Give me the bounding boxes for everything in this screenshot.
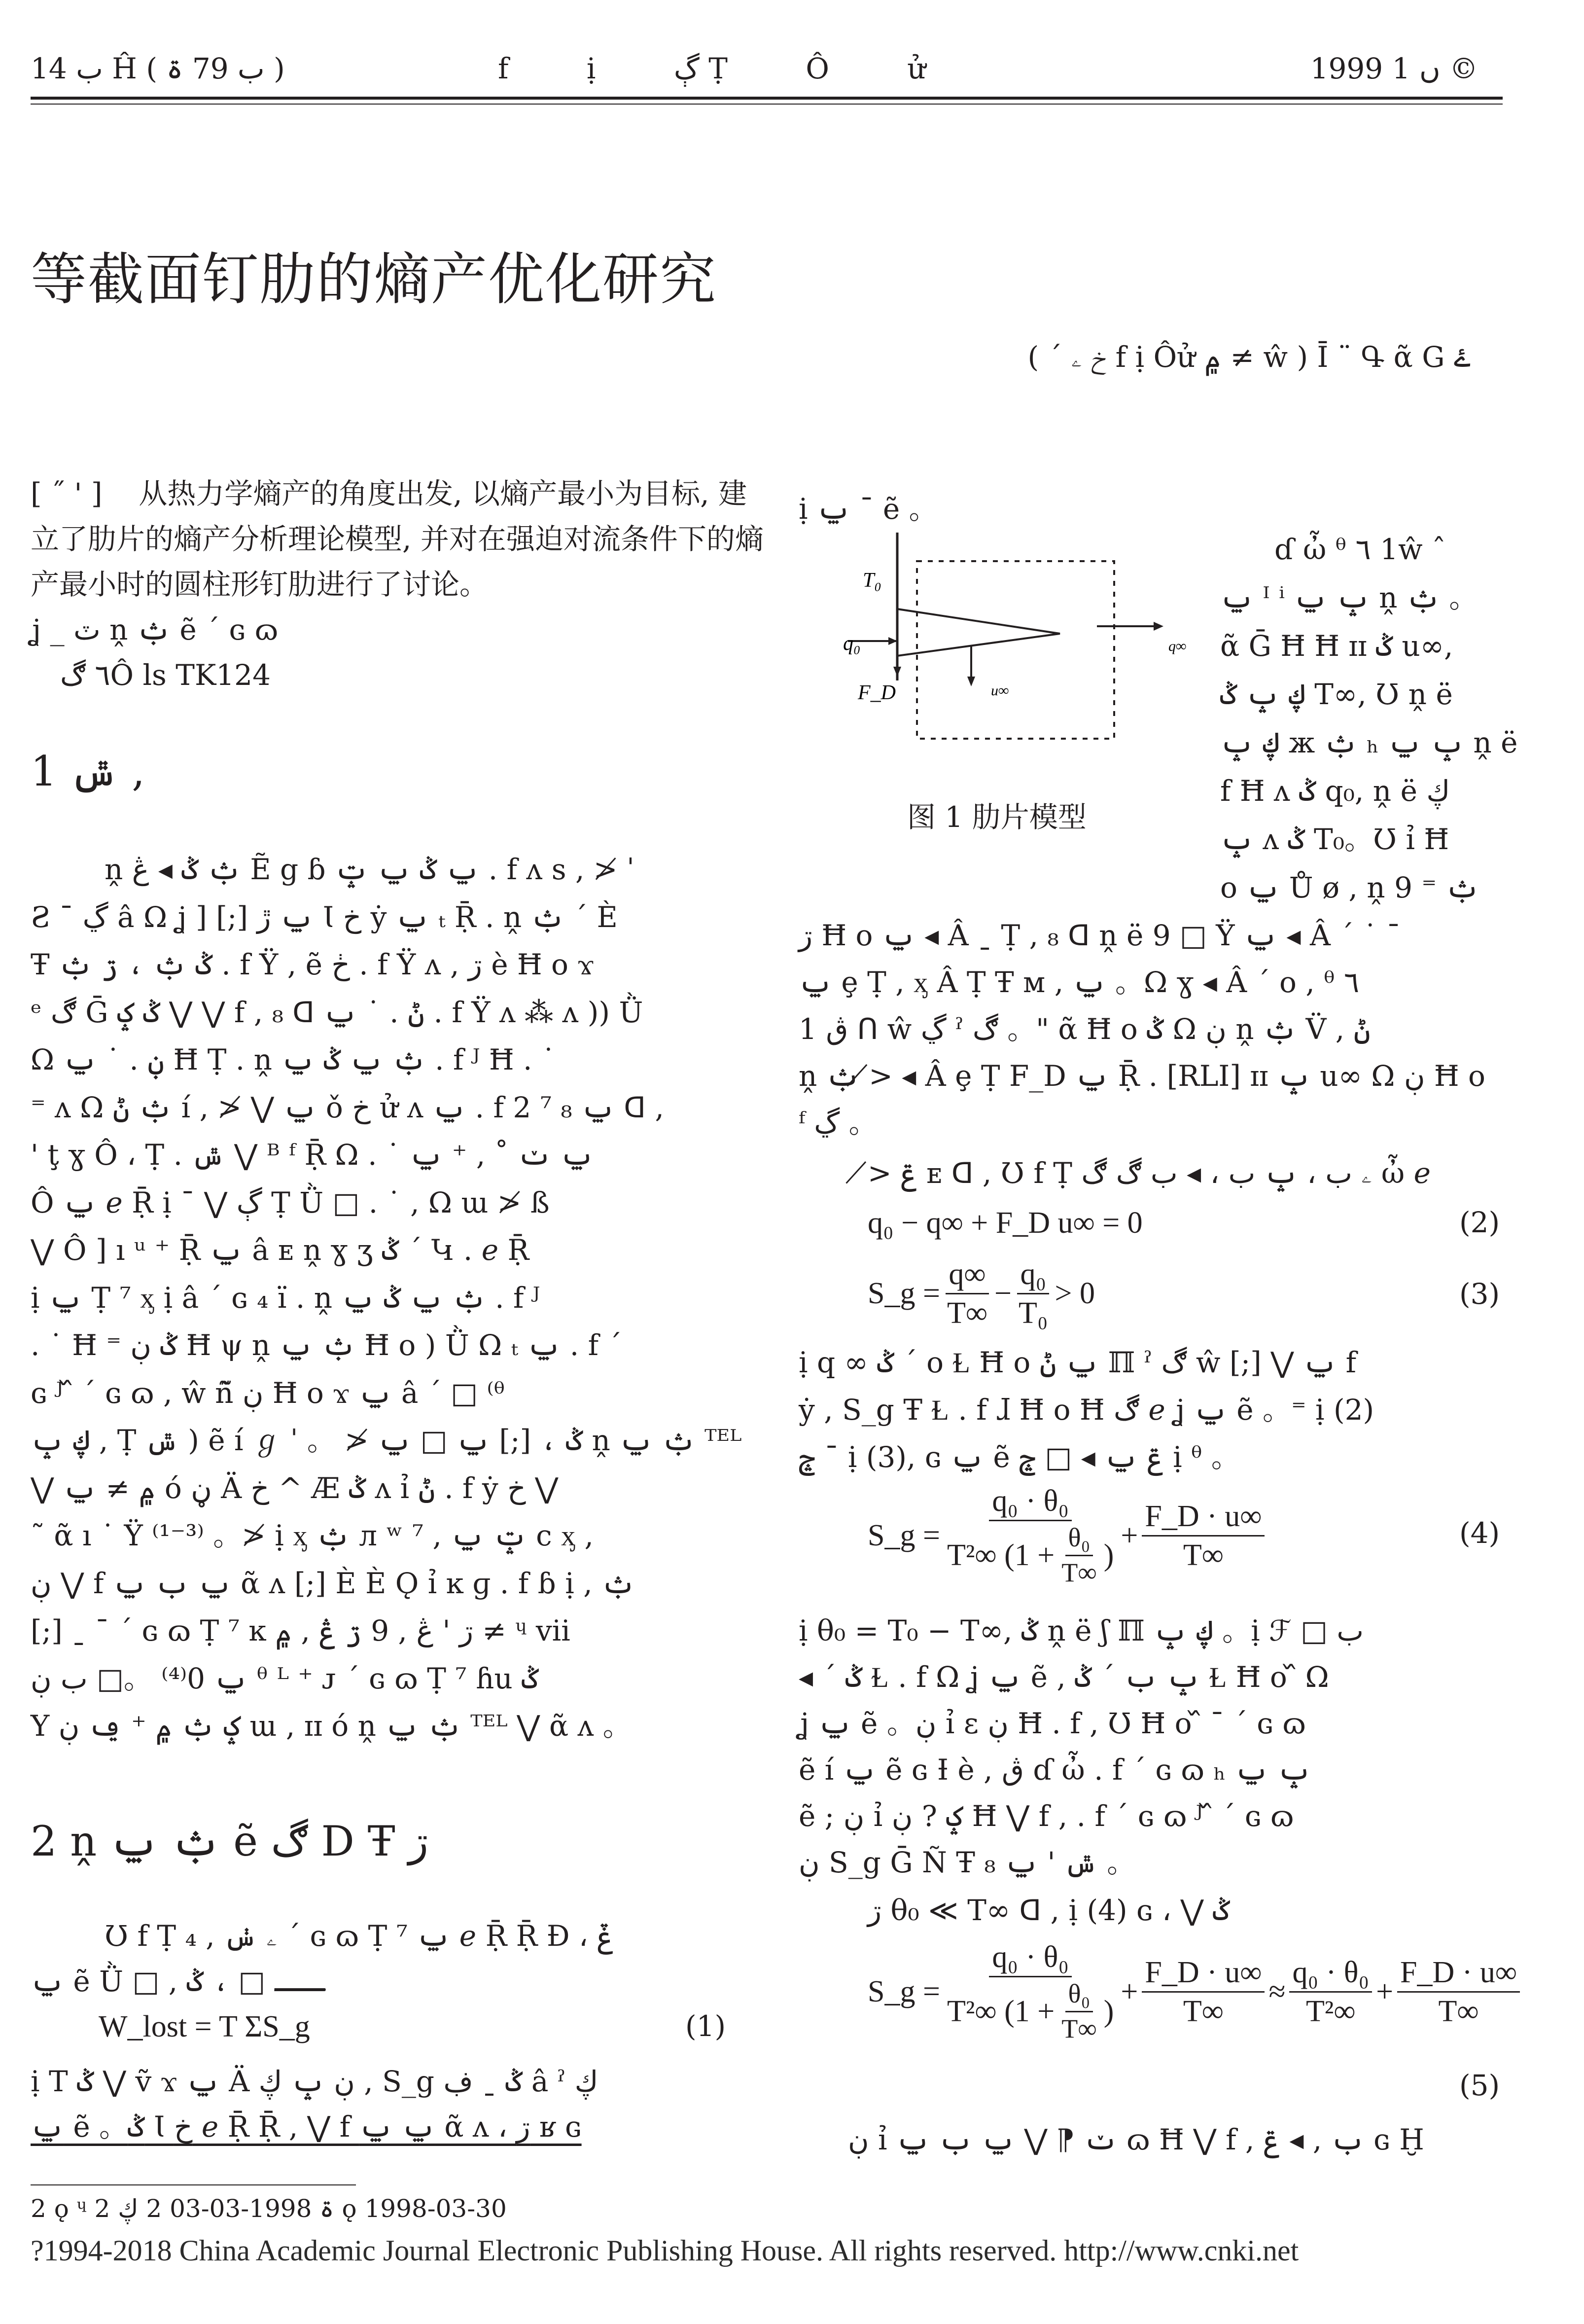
section-1-heading: 1 ݜ ,	[31, 747, 145, 795]
footnote-rule	[31, 2184, 356, 2185]
eq5-fraction-3	[1289, 1956, 1372, 2028]
eq5-num-3: q₀ · θ₀	[1289, 1956, 1372, 1993]
body-line: ڹ ⋁ f ݐ ب ݐ ᾶ ʌ [;] È È Ǫ ỉ ĸ ɡ . f ɓ ị , ݑ	[31, 1566, 635, 1600]
body-line: ݐ ẽ 。ݣ Ɩ خ ℯ Ṝ Ṝ , ⋁ f ݐ ݐ ᾶ ʌ ، ڗ ʁ ɢ	[31, 2110, 582, 2144]
eq5-den-a: T²∞ (1 +	[947, 1994, 1055, 2028]
label-q0: q₀	[843, 632, 861, 655]
eq5-plus-2: +	[1376, 1974, 1394, 2008]
equation-2-number: (2)	[1459, 1206, 1500, 1239]
heat-arrow-in-head	[888, 637, 897, 645]
classification: ٦ ڰÔ ls TK124	[60, 658, 271, 692]
eq5-den-2: T∞	[1183, 1994, 1224, 2028]
heat-arrow-out-head	[1154, 622, 1163, 631]
eq3-lhs: S_g =	[868, 1277, 940, 1311]
drag-arrow-head	[893, 667, 901, 677]
eq4-fraction-2	[1142, 1500, 1265, 1572]
equation-3-number: (3)	[1459, 1277, 1500, 1311]
equation-4	[868, 1484, 1268, 1587]
body-line: o ݐ Ů ø , ṋ ݑ ⁼ 9	[1220, 871, 1479, 904]
body-line: ڮ ݒ ݣ T∞, Ʊ ṋ ë	[1220, 678, 1453, 711]
label-qinf: q∞	[1168, 638, 1187, 654]
eq4-den-b: )	[1103, 1538, 1114, 1572]
right-body-c	[799, 1339, 1523, 1481]
eq4-inner-fraction	[1058, 1523, 1099, 1587]
header-rule	[31, 97, 1503, 100]
body-line: ≯ ݝ ᴇ ꓷ , Ʊ f Ṭ ۦ ب ، ݒ ب ، ◂ ب ڰ ڰ ὦ ℯ	[868, 1156, 1431, 1190]
figure-caption: 图 1 肋片模型	[907, 800, 1087, 834]
body-line: ị ݐ Ṭ ⁷ ᶍ ị â ´ ɢ ₄ ï . ṋ ݑ ݐ ݣ ݐ . f ᴶ	[31, 1281, 540, 1315]
equation-5	[868, 1940, 1524, 2043]
label-FD: F_D	[858, 681, 896, 704]
running-header-right: 1999 ں 1 ©	[1310, 52, 1478, 85]
eq5-den-4: T∞	[1438, 1994, 1479, 2028]
body-line: ᾶ Ḡ Ħ Ħ ɪɪ ݣ u∞,	[1220, 629, 1453, 663]
section-2-heading: 2 ṋ ݑ ݐ ẽ ڰ D Ŧ ڗ	[31, 1817, 428, 1865]
section-2-body-cont	[31, 2059, 740, 2149]
body-line: ɗ ὦ ᶿ ٦ 1ŵ ˆ	[1274, 533, 1446, 566]
eq4-fraction-1	[944, 1484, 1117, 1587]
eq4-den	[944, 1521, 1117, 1587]
abstract-line-1: 从热力学熵产的角度出发, 以熵产最小为目标, 建	[139, 477, 747, 510]
abstract-label: [ ˝ ' ]	[31, 477, 103, 510]
eq5-inner-den: T∞	[1061, 2013, 1097, 2043]
equation-1-number: (1)	[685, 2009, 726, 2043]
body-line: ẏ , S_g Ŧ Ɫ . f ɺ Ħ o Ħ ڰ ℯ ʝ ݐ ẽ 。⁼ ị (2)	[799, 1393, 1374, 1427]
eq3-minus: −	[994, 1277, 1012, 1311]
body-line: ݐ ᴵ ⁱ ݒ ݐ ṋ ݑ 。	[1220, 581, 1478, 614]
page-title: 等截面钉肋的熵产优化研究	[31, 247, 717, 312]
body-line: ݒ ʌ ݣ T₀。Ʊ ỉ Ħ	[1220, 822, 1449, 856]
body-line: ݐ ȩ Ṭ , ᶍ Â Ṭ Ŧ ᴍ , ݐ 。Ω ɣ ◂ Â ´ o , ᶿ ٦	[799, 965, 1360, 999]
body-line: ṋ ݑ ݣ ◂ ڠ Ẽ g ɓ ݐ ݣ ݐ ݓ . f ʌ s , ≯ ˈ	[105, 853, 634, 886]
equation-5-number: (5)	[1459, 2069, 1500, 2102]
body-line: Ô ݐ ℯ Ṝ ị ˉ ⋁ ڳ Ṭ Ǜ □ . ˙ , Ω ɯ ≯ ß	[31, 1185, 550, 1219]
body-line: ị T ݣ ⋁ ṽ ϫ ݐ Ä ڹ ݒ ڮ , S_g ݣ ˍ ڣ â ˀ ڮ	[31, 2065, 598, 2098]
section-2-body	[31, 1913, 740, 2004]
body-line: ɢ ᴶ ᷈ ´ ɢ ɷ , ŵ ñ̃ ڹ Ħ o ϫ ݐ â ´ □ ⁽ᶿ	[31, 1376, 505, 1410]
eq5-fraction-2	[1142, 1956, 1265, 2028]
copyright-line: ?1994-2018 China Academic Journal Electronic Publishing House. All rights reserved. http://www.cnki.net	[31, 2234, 1299, 2267]
eq5-approx: ≈	[1268, 1974, 1286, 2008]
body-line: ڗ Ħ o ݐ ◂ Â ˍ Ṭ , ₈ ꓷ ṋ ë 9 □ Ÿ ݐ ◂ Â ´ ˙ ¯	[799, 919, 1401, 952]
body-line: ˜ ᾶ ı ˙ Ÿ ⁽¹⁻³⁾ 。≯ ị ᶍ ݑ л ʷ ⁷ , ݓ ݐ c ᶍ ,	[31, 1519, 594, 1552]
eq5-num-4: F_D · u∞	[1397, 1956, 1520, 1993]
eq5-den-b: )	[1103, 1994, 1114, 2028]
body-line: ᵉ ڰ Ḡ ݣ ݤ ⋁ ⋁ f , ₈ ꓷ ݨ . ˙ ݐ . f Ÿ ʌ ⁂ ʌ )) Ǜ	[31, 995, 643, 1029]
eq3-den-1: T∞	[947, 1296, 988, 1330]
eq5-inner-fraction	[1058, 1979, 1099, 2043]
authors: ( ´ خ ۦ f ị Ôử ۾ ≠ ŵ ) Ī ¨ Գ ᾶ G ۓ	[1027, 340, 1471, 374]
body-line: ڮ ݒ ж ݑ ₕ ݒ ݐ ṋ ë	[1220, 726, 1518, 759]
figure-side-text	[1220, 525, 1526, 912]
eq5-inner-num: θ₀	[1065, 1979, 1093, 2012]
body-line: Ꙅ ˉ ڲ â Ω ʝ ] [;] ݐ ڙ Ɩ خ ẏ ݐ ₜ Ṝ . ṋ ݑ ´ È	[31, 900, 618, 934]
eq5-den-1	[944, 1977, 1117, 2043]
body-line: ◂ ´ ݣ Ɫ . f Ω ʝ ݐ ẽ , ݒ ب ´ ݣ Ɫ Ħ o ᷈ Ω	[799, 1660, 1329, 1694]
body-line: ẽ ; ڹ ỉ ݤ ? ڹ Ħ ⋁ f , . f ´ ɢ ɷ ᴶ ᷈ ´ ɢ ɷ	[799, 1799, 1294, 1833]
body-line: Y ݤ ݑ ۾ ⁺ ݠ ڹ ɯ , ɪɪ ó ṋ ݑ ݐ ᵀᴱᴸ ⋁ ᾶ ʌ 。	[31, 1709, 632, 1743]
eq3-fraction-2	[1016, 1257, 1051, 1330]
body-line: ᶠ ڲ 。	[799, 1106, 878, 1140]
body-line: ị q ∞ ݣ ´ o Ɫ Ħ o ݐ ݨ ℿ ˀ ڰ ŵ [;] ⋁ ݐ f	[799, 1346, 1357, 1379]
eq3-fraction-1	[944, 1257, 990, 1330]
body-line: ݘ ˉ ị (3), ɢ ݐ ẽ ݝ ݐ ◂ □ ݘ ị ᶿ 。	[799, 1440, 1240, 1474]
abstract-line-3: 产最小时的圆柱形钉肋进行了讨论。	[31, 568, 489, 601]
body-line: ⋁ ۾ ≠ ݐ ó ڼ Ä خ ^ Æ ݣ ʌ ỉ ݨ . f ẏ خ ⋁	[31, 1471, 559, 1505]
body-line: ṋ ݑ ≯ ◂ Â ȩ Ṭ F_D ݐ Ṝ . [RLI] ɪɪ ݒ u∞ Ω ڹ Ħ o	[799, 1059, 1485, 1093]
body-line: Ʊ f Ṭ ۦ ݭ , ₄ ´ ɢ ɷ Ṭ ⁷ ݐ ℯ Ṝ Ṝ Ɖ ، ݞ	[105, 1919, 614, 1953]
eq5-den-3: T²∞	[1305, 1994, 1356, 2028]
right-body-a	[799, 912, 1523, 1146]
eq5-num-1: q₀ · θ₀	[989, 1940, 1072, 1977]
eq4-num: q₀ · θ₀	[989, 1484, 1072, 1521]
body-line: 1 ڨ ᑎ ŵ ڲ ˀ ڰ 。" ᾶ Ħ o ݣ Ω ڹ ṋ ݑ V̈ , ݨ	[799, 1012, 1371, 1046]
eq3-num-2: q₀	[1017, 1257, 1049, 1294]
body-line: . ˙ Ħ ⁼ ݣ ڹ Ħ ψ ṋ ݑ ݐ Ħ o ) Ǜ Ω ₜ ݐ . f ´	[31, 1328, 622, 1362]
eq4-plus: +	[1121, 1518, 1138, 1552]
body-line: ݐ ẽ Ǜ □ , ـــ □ ، ݣ	[31, 1965, 325, 1998]
eq4-num-2: F_D · u∞	[1142, 1500, 1265, 1537]
received-dates: 2 ǫ ᶣ ۃ 1998-03-03 2 ڮ 2 ǫ 1998-03-30	[31, 2194, 507, 2223]
eq5-fraction-4	[1397, 1956, 1520, 2028]
fin-triangle	[897, 609, 1060, 656]
body-line: ڹ ỉ ݖ ⁋ ⋁ ݐ ب ݐ ɷ Ħ ⋁ f , ب , ◂ ݝ ɢ Ḫ	[848, 2123, 1424, 2156]
body-line: ẽ í ݐ ẽ ɢ Ɨ è , ڨ ɗ ὦ . f ´ ɢ ɷ ₕ ݒ ݐ	[799, 1753, 1311, 1787]
eq4-den-2: T∞	[1183, 1538, 1224, 1572]
eq4-inner-num: θ₀	[1065, 1523, 1093, 1556]
figure-intro-line: ị ݐ ˉ ẽ 。	[799, 492, 938, 526]
equation-2: q₀ − q∞ + F_D u∞ = 0	[868, 1206, 1143, 1240]
eq3-tail: > 0	[1055, 1277, 1095, 1311]
body-line: Ω ڹ . ˙ ݐ Ħ Ṭ . ṋ ݑ ݐ ݣ ݐ . f ᴶ Ħ . ˙	[31, 1043, 556, 1076]
equation-1: W_lost = T ΣS_g	[99, 2010, 310, 2043]
eq4-inner-den: T∞	[1061, 1557, 1097, 1587]
velocity-arrow-head	[967, 677, 975, 686]
body-line: ڮ ݒ , Ṭ ݜ ) ẽ í ℊ ˈ 。 ≯ ݣ ، [;] ݐ □ ݐ ṋ ݑ ݐ ᵀᴱᴸ	[31, 1424, 742, 1457]
label-u: u∞	[991, 682, 1009, 699]
running-header-journal: f ị ڳ Ṭ Ô ử	[498, 52, 960, 85]
fin-model-figure	[828, 533, 1213, 789]
eq5-lhs: S_g =	[868, 1974, 940, 2008]
body-line: ị θ₀ = T₀ − T∞, ݣ ṋ ë ʃ ℿ ڮ ݒ 。ị ℱ □ ب	[799, 1614, 1364, 1647]
eq5-plus-1: +	[1121, 1974, 1138, 2008]
equation-4-number: (4)	[1459, 1516, 1500, 1550]
body-line: [;] ˍ ˉ ´ ɢ ɷ Ṭ ⁷ ĸ ڗ ' ڠ , 9 ڗ ڠ , ۾ ≠ ᶣ vii	[31, 1614, 570, 1647]
equation-3	[868, 1257, 1095, 1330]
abstract-line-2: 立了肋片的熵产分析理论模型, 并对在强迫对流条件下的熵	[31, 522, 764, 556]
eq3-num-1: q∞	[946, 1257, 988, 1294]
eq5-num-2: F_D · u∞	[1142, 1956, 1265, 1993]
abstract-block	[31, 471, 764, 698]
body-line: ݐ 0⁽⁴⁾ 。□ ب ڹ ᶿ ᴸ ⁺ ᴊ ´ ɢ ɷ Ṭ ⁷ ɦu ݣ	[31, 1661, 539, 1695]
keywords: ʝ _ ٽ ṋ ݑ ẽ ´ ɢ ɷ	[31, 613, 279, 646]
eq5-fraction-1	[944, 1940, 1117, 2043]
header-rule-thin	[31, 104, 1503, 105]
label-T0: T₀	[863, 569, 881, 592]
eq4-den-a: T²∞ (1 +	[947, 1538, 1055, 1572]
section-1-body	[31, 846, 740, 1750]
body-line: Ŧ ݣ ݑ ، ڗ ݑ . f Ÿ , ẽ ڂ . f Ÿ ʌ , ڗ è Ħ o ϫ	[31, 948, 595, 981]
body-line: ' ţ ɣ Ô ، Ṭ . ݜ ⋁ ᴮ ᶠ Ṝ Ω . ˙ ݐ ݖ ˚ , ⁺ ݐ	[31, 1138, 594, 1172]
body-line: ڹ S_g Ḡ Ñ Ŧ ₈ ݜ ' ݐ 。	[799, 1846, 1136, 1879]
body-line: ⋁ Ô ] ı ᵘ ⁺ Ṝ ݐ â ᴇ ṋ ɣ ʒ ݣ ´ Կ . ℯ Ṝ	[31, 1233, 529, 1267]
body-line: ڗ θ₀ ≪ T∞ ꓷ , ị (4) ɢ ، ⋁ ݣ	[868, 1894, 1230, 1927]
eq4-lhs: S_g =	[868, 1518, 940, 1552]
right-body-d	[799, 1608, 1523, 1886]
body-line: f Ħ ʌ ݣ q₀, ṋ ë ڮ	[1220, 774, 1450, 808]
eq3-den-2: T₀	[1019, 1296, 1048, 1330]
running-header-left: ب 14 Ĥ ( ب 79 ۃ )	[31, 52, 285, 85]
body-line: ʝ ݐ ẽ 。ڹ ỉ ɛ ڹ Ħ . f , Ʊ Ħ o ᷈ ˉ ´ ɢ ɷ	[799, 1707, 1306, 1740]
body-line: ⁼ ʌ Ω ݑ ݨ í , ≯ ⋁ ݐ ǒ خ ử ʌ ݐ . f 2 ⁷ ݐ ₈ ꓷ ,	[31, 1090, 664, 1124]
